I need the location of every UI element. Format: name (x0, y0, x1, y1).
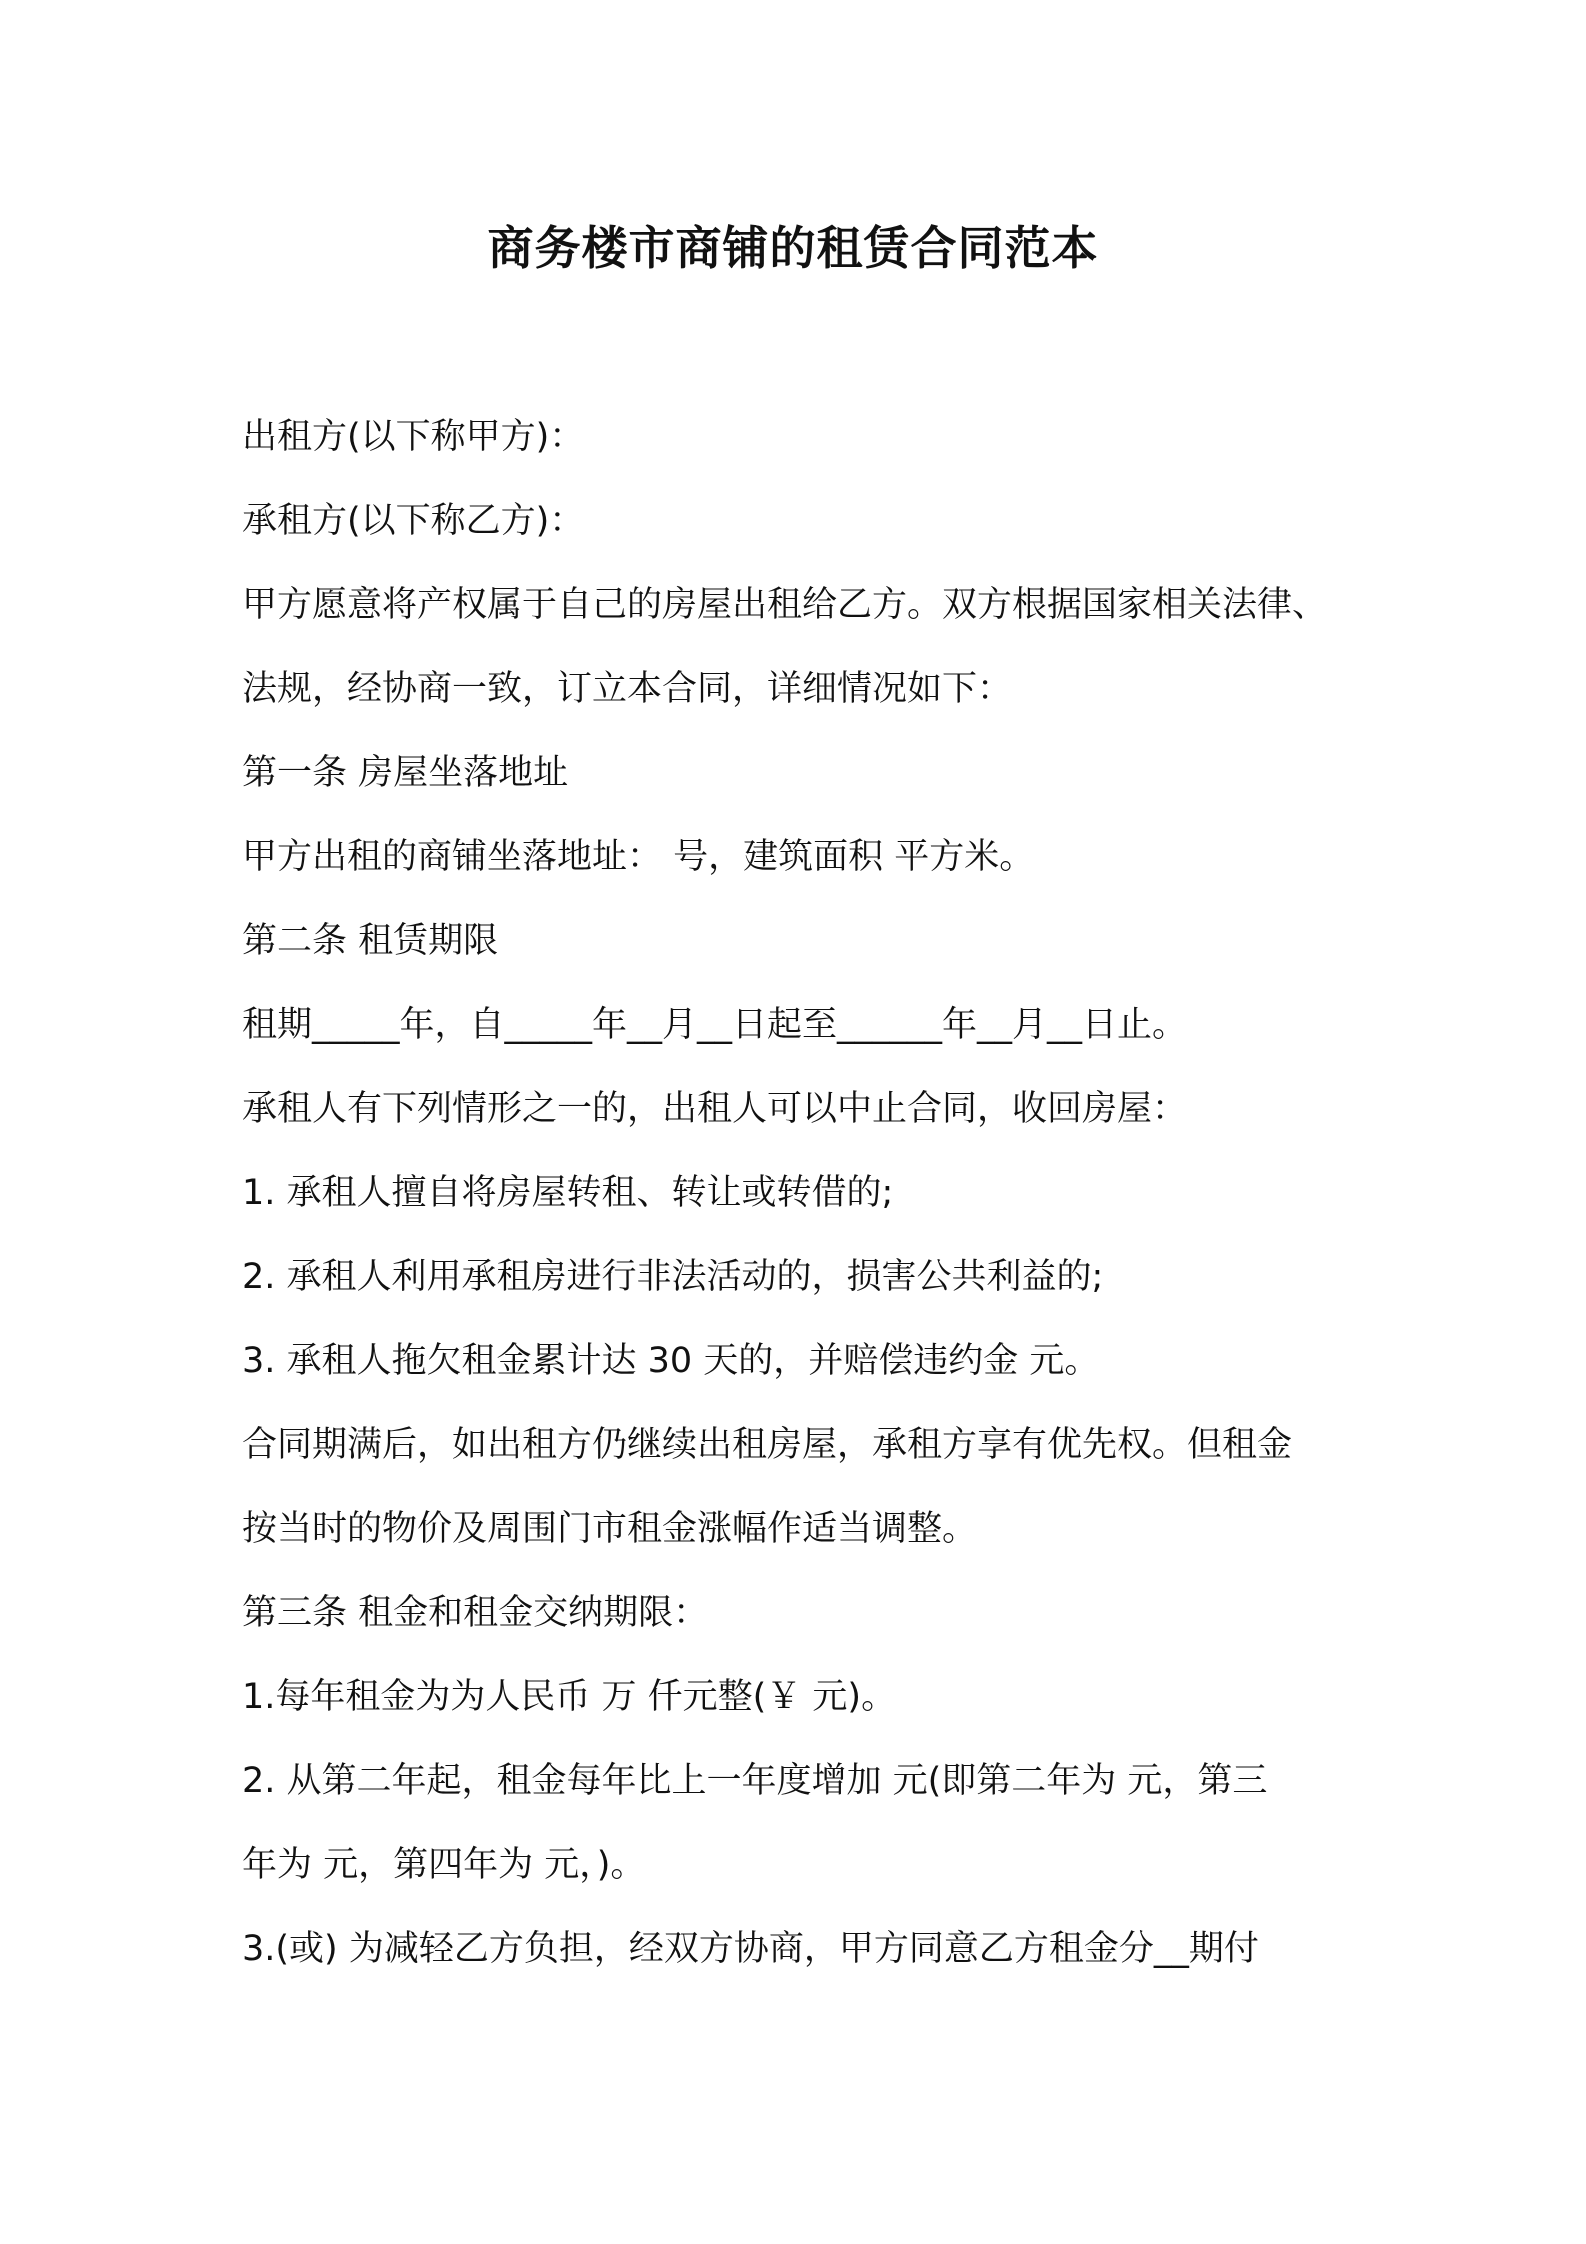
article-2-renewal-line-2: 按当时的物价及周围门市租金涨幅作适当调整。 (242, 1509, 978, 1549)
article-2-renewal-line-1: 合同期满后，如出租方仍继续出租房屋，承租方享有优先权。但租金 (242, 1425, 1293, 1465)
article-2-item-3: 3. 承租人拖欠租金累计达 30 天的，并赔偿违约金 元。 (242, 1341, 1100, 1381)
intro-line-1: 甲方愿意将产权属于自己的房屋出租给乙方。双方根据国家相关法律、 (242, 585, 1328, 625)
article-3-item-1: 1.每年租金为为人民币 万 仟元整(￥ 元)。 (242, 1677, 897, 1717)
article-3-item-3: 3.(或) 为减轻乙方负担，经双方协商，甲方同意乙方租金分__期付 (242, 1929, 1259, 1969)
article-2-item-1: 1. 承租人擅自将房屋转租、转让或转借的; (242, 1173, 894, 1213)
article-2-heading: 第二条 租赁期限 (242, 921, 499, 961)
article-2-item-2: 2. 承租人利用承租房进行非法活动的，损害公共利益的; (242, 1257, 1104, 1297)
article-3-heading: 第三条 租金和租金交纳期限： (242, 1593, 709, 1633)
article-1-heading: 第一条 房屋坐落地址 (242, 753, 569, 793)
document-body (242, 395, 1392, 1991)
article-3-item-2-line-2: 年为 元，第四年为 元，)。 (242, 1845, 646, 1885)
document-title: 商务楼市商铺的租赁合同范本 (487, 221, 1099, 275)
article-1-text: 甲方出租的商铺坐落地址： 号，建筑面积 平方米。 (242, 837, 1035, 877)
clause-lessee: 承租方(以下称乙方)： (242, 501, 585, 541)
article-2-termination-intro: 承租人有下列情形之一的，出租人可以中止合同，收回房屋： (242, 1089, 1188, 1129)
article-3-item-2-line-1: 2. 从第二年起，租金每年比上一年度增加 元(即第二年为 元，第三 (242, 1761, 1268, 1801)
article-2-term: 租期_____年，自_____年__月__日起至______年__月__日止。 (242, 1005, 1188, 1045)
clause-lessor: 出租方(以下称甲方)： (242, 417, 585, 457)
intro-line-2: 法规，经协商一致，订立本合同，详细情况如下： (242, 669, 1013, 709)
